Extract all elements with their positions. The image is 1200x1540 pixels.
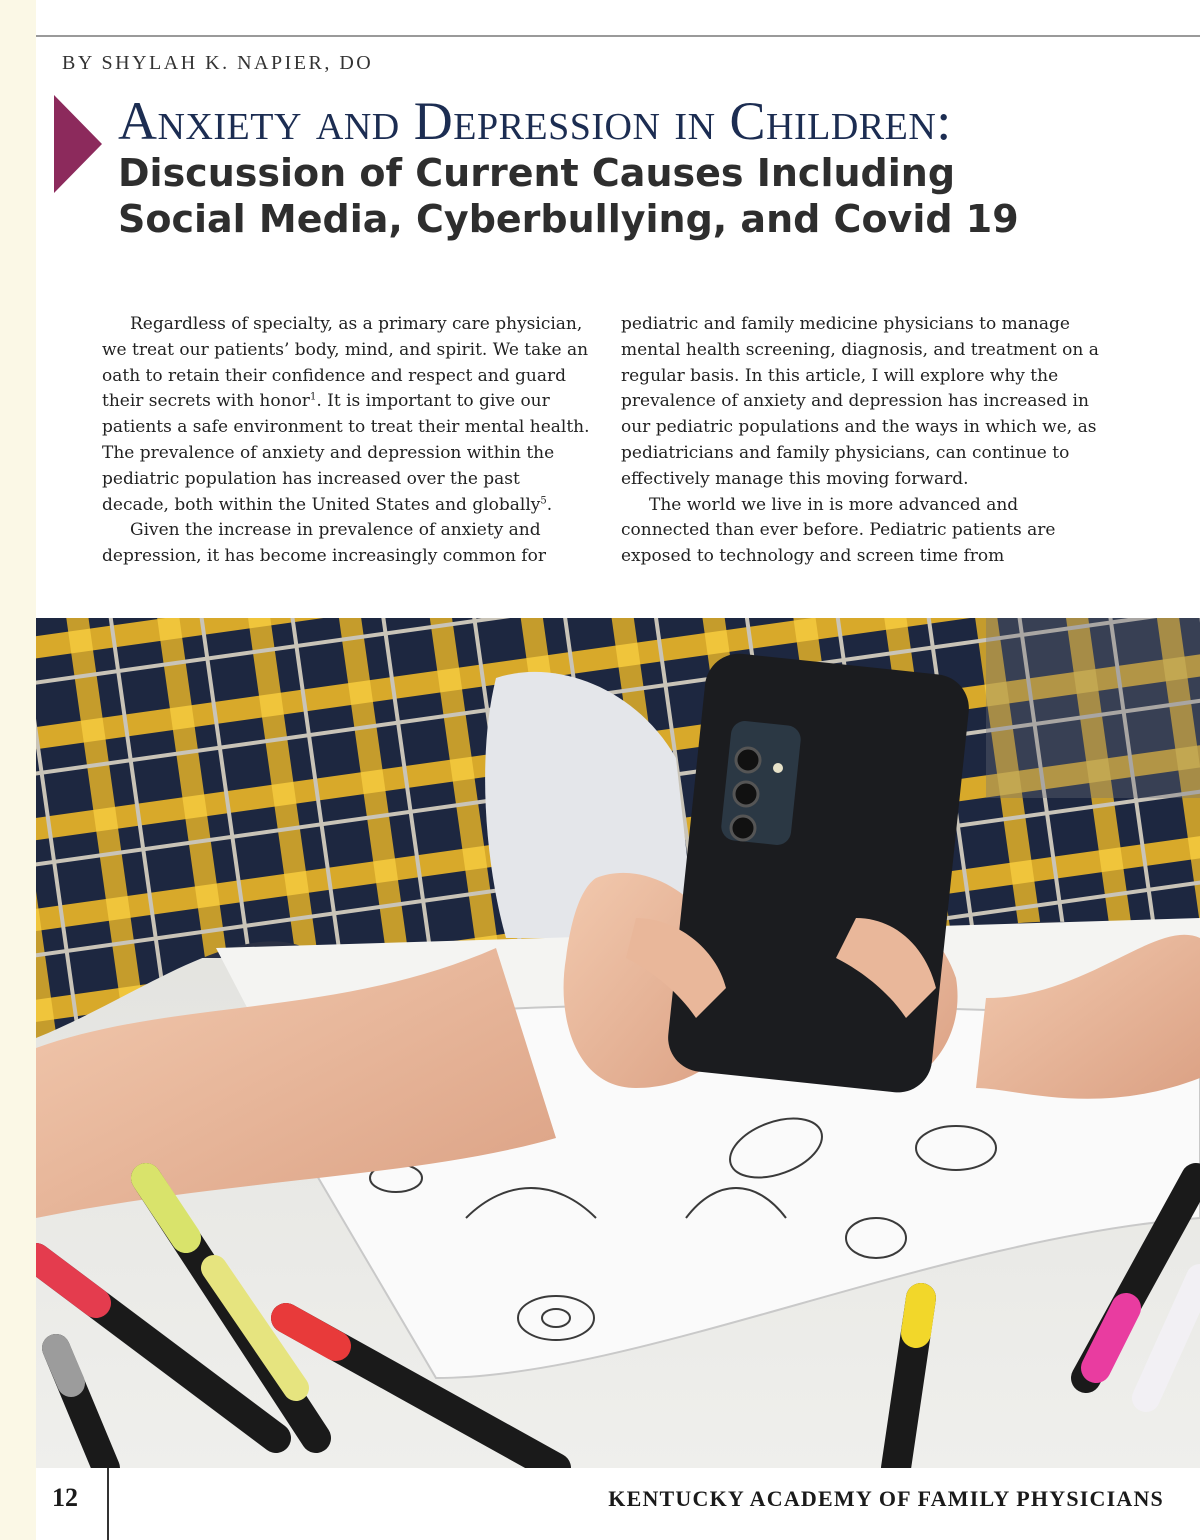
body-column-right (621, 312, 1111, 570)
paragraph: The world we live in is more advanced and connected than ever before. Pediatric patients are exposed to technology and screen time from (621, 494, 1056, 567)
paragraph: Regardless of specialty, as a primary care physician, we treat our patients’ body, mind, and spirit. We take an oath to retain their confidence and respect and guard their secrets with honor$^1$. It is important to give our patients a safe environment to treat their mental health. The prevalence of anxiety and depression within the pediatric population has increased over the past decade, both within the United States and globally$^5$. (102, 314, 590, 515)
article-subtitle (118, 150, 1098, 242)
reference-marker: 5 (540, 494, 547, 506)
page-number: 12 (52, 1483, 78, 1512)
subtitle-line-1: Discussion of Current Causes Including (118, 151, 956, 195)
top-rule (36, 35, 1200, 37)
subtitle-line-2: Social Media, Cyberbullying, and Covid 19 (118, 197, 1019, 241)
side-strip (0, 0, 36, 1540)
body-column-left (102, 312, 592, 570)
paragraph: Given the increase in prevalence of anxiety and depression, it has become increasingly common for (102, 520, 546, 567)
title-arrow-marker (54, 95, 102, 193)
publication-name: KENTUCKY ACADEMY OF FAMILY PHYSICIANS (608, 1486, 1164, 1511)
article-title: Anxiety and Depression in Children: (118, 91, 952, 151)
reference-marker: 1 (309, 391, 317, 403)
paragraph: pediatric and family medicine physicians to manage mental health screening, diagnosis, and treatment on a regular basis. In this article, I will explore why the prevalence of anxiety and depression has increased in our pediatric populations and the ways in which we, as pediatricians and family physicians, can continue to effectively manage this moving forward. (621, 314, 1099, 489)
article-photo (36, 618, 1200, 1468)
footer-divider (107, 1468, 109, 1540)
byline: BY SHYLAH K. NAPIER, DO (62, 52, 374, 74)
